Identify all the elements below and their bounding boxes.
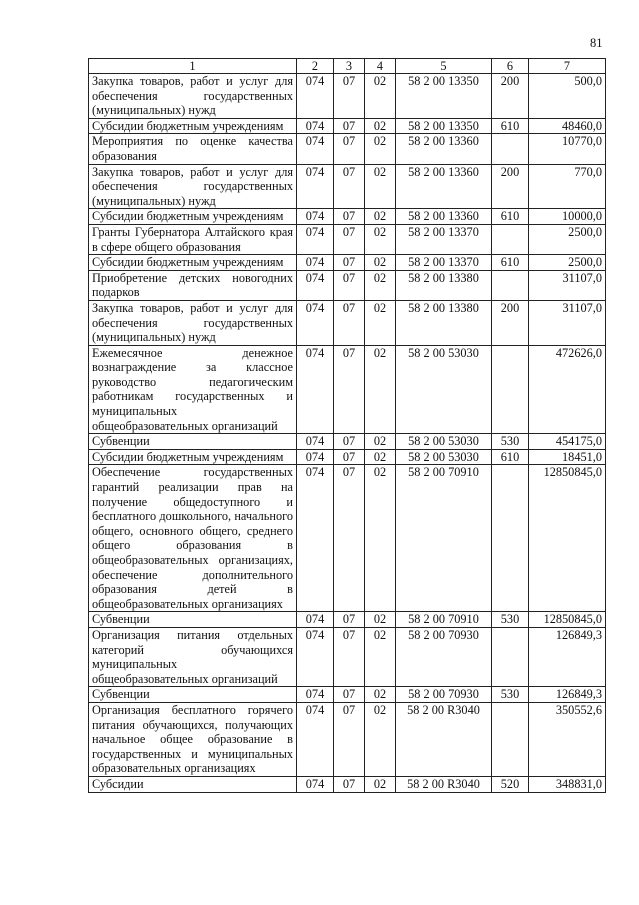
row-description: Обеспечение государственных гарантий реализации прав на получение общедоступного и бесплатного дошкольного, начального общего, основного общего, среднего общего образования в общеобразовательных организациях, обеспечение дополнительного образования детей в общеобразовательных организациях <box>89 465 297 612</box>
row-subsection-code: 02 <box>365 702 396 776</box>
table-row <box>89 465 606 612</box>
row-target-article: 58 2 00 70930 <box>396 687 492 703</box>
row-ministry-code: 074 <box>297 612 334 628</box>
row-section-code: 07 <box>334 300 365 345</box>
table-row <box>89 300 606 345</box>
row-section-code: 07 <box>334 776 365 792</box>
row-section-code: 07 <box>334 164 365 209</box>
row-ministry-code: 074 <box>297 627 334 686</box>
row-target-article: 58 2 00 13360 <box>396 209 492 225</box>
column-header-3: 3 <box>334 59 365 74</box>
row-description: Мероприятия по оценке качества образования <box>89 134 297 164</box>
row-subsection-code: 02 <box>365 627 396 686</box>
row-expense-type: 200 <box>492 164 529 209</box>
table-row <box>89 434 606 450</box>
row-amount: 12850845,0 <box>529 612 606 628</box>
table-row <box>89 224 606 254</box>
row-subsection-code: 02 <box>365 118 396 134</box>
row-expense-type: 530 <box>492 687 529 703</box>
row-amount: 350552,6 <box>529 702 606 776</box>
row-amount: 31107,0 <box>529 300 606 345</box>
row-subsection-code: 02 <box>365 255 396 271</box>
row-section-code: 07 <box>334 687 365 703</box>
row-amount: 472626,0 <box>529 345 606 434</box>
row-target-article: 58 2 00 13360 <box>396 164 492 209</box>
row-amount: 126849,3 <box>529 687 606 703</box>
row-ministry-code: 074 <box>297 74 334 119</box>
budget-table <box>88 58 606 793</box>
row-target-article: 58 2 00 13370 <box>396 224 492 254</box>
row-ministry-code: 074 <box>297 118 334 134</box>
row-expense-type <box>492 270 529 300</box>
column-header-1: 1 <box>89 59 297 74</box>
row-target-article: 58 2 00 70930 <box>396 627 492 686</box>
row-target-article: 58 2 00 R3040 <box>396 702 492 776</box>
column-header-4: 4 <box>365 59 396 74</box>
row-subsection-code: 02 <box>365 345 396 434</box>
row-expense-type <box>492 224 529 254</box>
row-expense-type: 520 <box>492 776 529 792</box>
row-description: Закупка товаров, работ и услуг для обеспечения государственных (муниципальных) нужд <box>89 300 297 345</box>
row-section-code: 07 <box>334 74 365 119</box>
row-ministry-code: 074 <box>297 270 334 300</box>
table-row <box>89 134 606 164</box>
row-target-article: 58 2 00 70910 <box>396 465 492 612</box>
row-description: Закупка товаров, работ и услуг для обеспечения государственных (муниципальных) нужд <box>89 74 297 119</box>
row-ministry-code: 074 <box>297 164 334 209</box>
row-ministry-code: 074 <box>297 776 334 792</box>
row-amount: 500,0 <box>529 74 606 119</box>
row-section-code: 07 <box>334 118 365 134</box>
row-description: Субсидии бюджетным учреждениям <box>89 255 297 271</box>
row-subsection-code: 02 <box>365 449 396 465</box>
row-target-article: 58 2 00 70910 <box>396 612 492 628</box>
row-section-code: 07 <box>334 612 365 628</box>
row-section-code: 07 <box>334 345 365 434</box>
row-amount: 126849,3 <box>529 627 606 686</box>
row-description: Закупка товаров, работ и услуг для обеспечения государственных (муниципальных) нужд <box>89 164 297 209</box>
row-ministry-code: 074 <box>297 345 334 434</box>
row-subsection-code: 02 <box>365 134 396 164</box>
row-expense-type: 200 <box>492 74 529 119</box>
table-row <box>89 687 606 703</box>
row-section-code: 07 <box>334 627 365 686</box>
row-ministry-code: 074 <box>297 134 334 164</box>
row-subsection-code: 02 <box>365 300 396 345</box>
row-description: Субсидии бюджетным учреждениям <box>89 118 297 134</box>
row-subsection-code: 02 <box>365 776 396 792</box>
row-amount: 10770,0 <box>529 134 606 164</box>
row-expense-type <box>492 627 529 686</box>
row-amount: 31107,0 <box>529 270 606 300</box>
row-target-article: 58 2 00 13360 <box>396 134 492 164</box>
row-description: Организация питания отдельных категорий обучающихся муниципальных общеобразовательных организаций <box>89 627 297 686</box>
row-description: Гранты Губернатора Алтайского края в сфере общего образования <box>89 224 297 254</box>
row-section-code: 07 <box>334 702 365 776</box>
row-target-article: 58 2 00 13350 <box>396 74 492 119</box>
row-target-article: 58 2 00 13380 <box>396 270 492 300</box>
row-subsection-code: 02 <box>365 270 396 300</box>
table-header-row <box>89 59 606 74</box>
row-expense-type: 610 <box>492 118 529 134</box>
row-expense-type: 530 <box>492 434 529 450</box>
row-amount: 2500,0 <box>529 255 606 271</box>
row-description: Субсидии бюджетным учреждениям <box>89 449 297 465</box>
row-amount: 348831,0 <box>529 776 606 792</box>
row-section-code: 07 <box>334 270 365 300</box>
row-target-article: 58 2 00 13380 <box>396 300 492 345</box>
table-row <box>89 164 606 209</box>
row-section-code: 07 <box>334 434 365 450</box>
row-subsection-code: 02 <box>365 687 396 703</box>
row-target-article: 58 2 00 13350 <box>396 118 492 134</box>
row-amount: 10000,0 <box>529 209 606 225</box>
column-header-6: 6 <box>492 59 529 74</box>
row-ministry-code: 074 <box>297 702 334 776</box>
row-expense-type: 610 <box>492 255 529 271</box>
row-description: Субвенции <box>89 687 297 703</box>
row-target-article: 58 2 00 R3040 <box>396 776 492 792</box>
table-row <box>89 449 606 465</box>
page-number: 81 <box>590 36 603 50</box>
row-ministry-code: 074 <box>297 434 334 450</box>
row-description: Субвенции <box>89 612 297 628</box>
row-ministry-code: 074 <box>297 209 334 225</box>
row-target-article: 58 2 00 13370 <box>396 255 492 271</box>
row-description: Ежемесячное денежное вознаграждение за классное руководство педагогическим работникам государственных и муниципальных общеобразовательных организаций <box>89 345 297 434</box>
table-row <box>89 118 606 134</box>
row-subsection-code: 02 <box>365 465 396 612</box>
row-ministry-code: 074 <box>297 224 334 254</box>
row-target-article: 58 2 00 53030 <box>396 345 492 434</box>
column-header-7: 7 <box>529 59 606 74</box>
row-section-code: 07 <box>334 134 365 164</box>
row-subsection-code: 02 <box>365 164 396 209</box>
row-ministry-code: 074 <box>297 300 334 345</box>
row-ministry-code: 074 <box>297 449 334 465</box>
table-row <box>89 627 606 686</box>
row-target-article: 58 2 00 53030 <box>396 434 492 450</box>
row-expense-type <box>492 702 529 776</box>
row-description: Субвенции <box>89 434 297 450</box>
row-subsection-code: 02 <box>365 224 396 254</box>
row-amount: 48460,0 <box>529 118 606 134</box>
row-amount: 770,0 <box>529 164 606 209</box>
row-expense-type: 530 <box>492 612 529 628</box>
row-expense-type <box>492 134 529 164</box>
table-row <box>89 74 606 119</box>
row-subsection-code: 02 <box>365 434 396 450</box>
row-section-code: 07 <box>334 224 365 254</box>
table-row <box>89 612 606 628</box>
column-header-5: 5 <box>396 59 492 74</box>
row-subsection-code: 02 <box>365 209 396 225</box>
row-amount: 18451,0 <box>529 449 606 465</box>
row-amount: 2500,0 <box>529 224 606 254</box>
table-row <box>89 776 606 792</box>
row-section-code: 07 <box>334 465 365 612</box>
row-ministry-code: 074 <box>297 255 334 271</box>
row-expense-type: 610 <box>492 209 529 225</box>
row-description: Субсидии <box>89 776 297 792</box>
row-description: Приобретение детских новогодних подарков <box>89 270 297 300</box>
row-amount: 12850845,0 <box>529 465 606 612</box>
row-ministry-code: 074 <box>297 465 334 612</box>
table-row <box>89 345 606 434</box>
row-section-code: 07 <box>334 255 365 271</box>
row-expense-type: 610 <box>492 449 529 465</box>
row-expense-type <box>492 345 529 434</box>
row-amount: 454175,0 <box>529 434 606 450</box>
table-row <box>89 270 606 300</box>
column-header-2: 2 <box>297 59 334 74</box>
row-subsection-code: 02 <box>365 612 396 628</box>
row-description: Организация бесплатного горячего питания обучающихся, получающих начальное общее образование в государственных и муниципальных образовательных организациях <box>89 702 297 776</box>
row-section-code: 07 <box>334 209 365 225</box>
row-target-article: 58 2 00 53030 <box>396 449 492 465</box>
table-row <box>89 702 606 776</box>
row-expense-type <box>492 465 529 612</box>
row-subsection-code: 02 <box>365 74 396 119</box>
row-ministry-code: 074 <box>297 687 334 703</box>
table-row <box>89 209 606 225</box>
row-expense-type: 200 <box>492 300 529 345</box>
row-section-code: 07 <box>334 449 365 465</box>
table-row <box>89 255 606 271</box>
row-description: Субсидии бюджетным учреждениям <box>89 209 297 225</box>
